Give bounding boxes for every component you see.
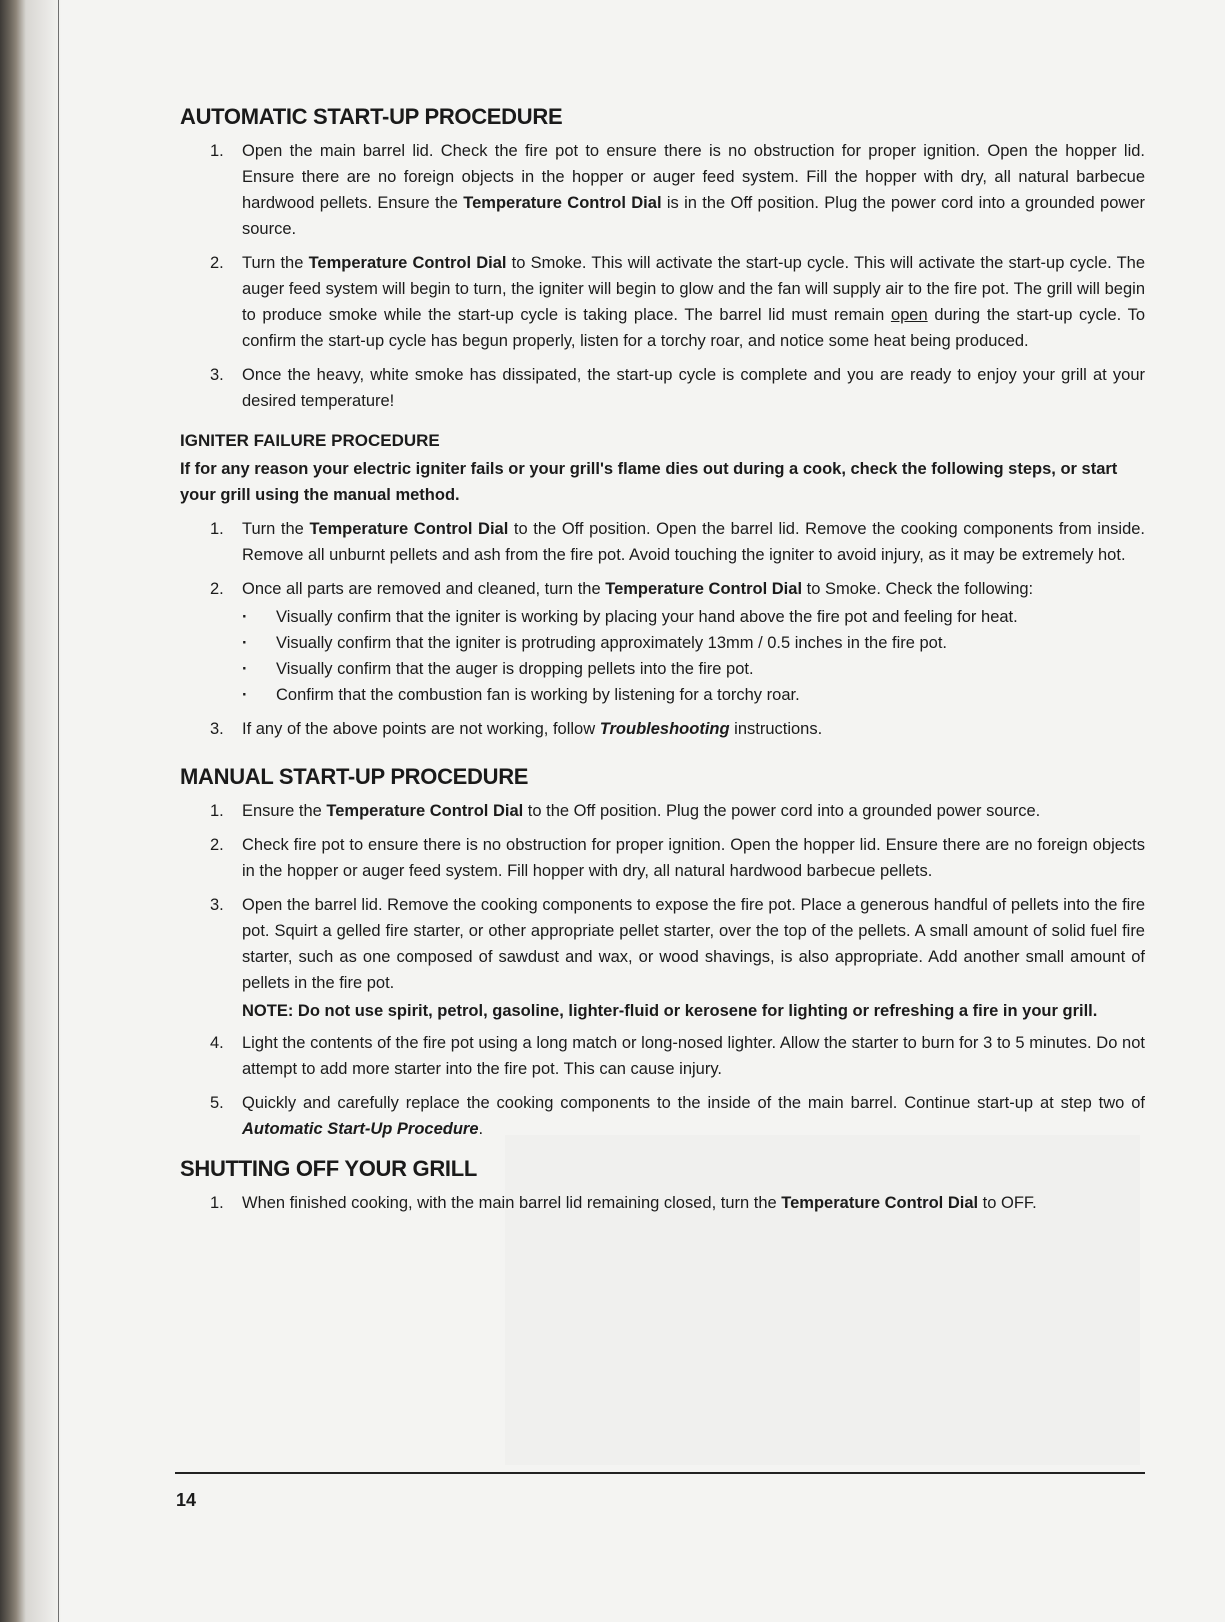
heading-manual-start-up: MANUAL START-UP PROCEDURE <box>180 764 529 789</box>
safety-note: NOTE: Do not use spirit, petrol, gasoline, lighter-fluid or kerosene for lighting or refreshing a fire in your grill. <box>242 1002 1098 1020</box>
step-text: Once the heavy, white smoke has dissipated, the start-up cycle is complete and you are ready to enjoy your grill at your desired temperature! <box>242 366 1145 410</box>
automatic-steps <box>180 138 1145 414</box>
step-number: 1. <box>210 520 224 538</box>
step-text: Turn the <box>242 254 309 272</box>
step-number: 2. <box>210 580 224 598</box>
igniter-lead-text: If for any reason your electric igniter fails or your grill's flame dies out during a cook, check the following steps, or start your grill using the manual method. <box>180 460 1118 504</box>
bullet-item: · Confirm that the combustion fan is working by listening for a torchy roar. <box>242 682 1145 708</box>
step-number: 4. <box>210 1034 224 1052</box>
step-number: 2. <box>210 254 224 272</box>
underlined-word: open <box>890 306 928 324</box>
bullet-item: · Visually confirm that the auger is dropping pellets into the fire pot. <box>242 656 1145 682</box>
heading-automatic-start-up: AUTOMATIC START-UP PROCEDURE <box>180 104 563 129</box>
step-text: . <box>478 1120 484 1138</box>
step-number: 2. <box>210 836 224 854</box>
list-item <box>180 892 1145 996</box>
igniter-steps <box>180 516 1145 742</box>
step-text: Open the main barrel lid. Check the fire pot to ensure there is no obstruction for proper ignition. Open the hopper lid. Ensure there are no foreign objects in the hopper or auger feed system. Fill the hopper with dry, all natural barbecue hardwood pellets. Ensure the <box>242 142 1145 212</box>
list-item <box>180 1190 1145 1216</box>
step-text: to the Off position. Plug the power cord into a grounded power source. <box>523 802 1041 820</box>
automatic-procedure-reference: Automatic Start-Up Procedure <box>242 1120 479 1138</box>
shutoff-steps <box>180 1190 1145 1216</box>
step-number: 1. <box>210 802 224 820</box>
step-text: Open the barrel lid. Remove the cooking components to expose the fire pot. Place a generous handful of pellets into the fire pot. Squirt a gelled fire starter, or other appropriate pellet starter, over the top of the pellets. A small amount of solid fuel fire starter, such as one composed of sawdust and wax, or wood shavings, is also appropriate. Add another small amount of pellets in the fire pot. <box>242 896 1145 992</box>
page-number: 14 <box>176 1490 197 1510</box>
step-text: to Smoke. Check the following: <box>802 580 1034 598</box>
bullet-item: · Visually confirm that the igniter is working by placing your hand above the fire pot and feeling for heat. <box>242 604 1145 630</box>
control-dial-term: Temperature Control Dial <box>605 580 803 598</box>
list-item <box>180 362 1145 414</box>
list-item <box>180 716 1145 742</box>
list-item <box>180 1090 1145 1142</box>
list-item <box>180 250 1145 354</box>
list-item <box>180 516 1145 568</box>
step-text: Light the contents of the fire pot using a long match or long-nosed lighter. Allow the starter to burn for 3 to 5 minutes. Do not attempt to add more starter into the fire pot. This can cause injury. <box>242 1034 1145 1078</box>
step-text: during the start-up cycle. To confirm the start-up cycle has begun properly, listen for a torchy roar, and notice some heat being produced. <box>242 306 1145 350</box>
control-dial-term: Temperature Control Dial <box>463 194 662 212</box>
step-text: is in the Off position. Plug the power cord into a grounded power source. <box>242 194 1145 238</box>
step-number: 3. <box>210 896 224 914</box>
step-text: Quickly and carefully replace the cooking components to the inside of the main barrel. Continue start-up at step two of <box>242 1094 1145 1112</box>
step-text: Ensure the <box>242 802 327 820</box>
step-number: 3. <box>210 366 224 384</box>
control-dial-term: Temperature Control Dial <box>309 520 509 538</box>
list-item <box>180 1030 1145 1082</box>
list-item <box>180 138 1145 242</box>
check-bullets <box>242 604 1145 708</box>
step-text: Check fire pot to ensure there is no obstruction for proper ignition. Open the hopper lid. Ensure there are no foreign objects in the hopper or auger feed system. Fill hopper with dry, all natural hardwood barbecue pellets. <box>242 836 1145 880</box>
list-item <box>180 576 1145 708</box>
step-text: Turn the <box>242 520 310 538</box>
heading-igniter-failure: IGNITER FAILURE PROCEDURE <box>180 431 440 450</box>
step-number: 3. <box>210 720 224 738</box>
step-text: When finished cooking, with the main barrel lid remaining closed, turn the <box>242 1194 782 1212</box>
step-number: 5. <box>210 1094 224 1112</box>
manual-steps <box>180 798 1145 996</box>
troubleshooting-reference: Troubleshooting <box>599 720 730 738</box>
list-item <box>180 832 1145 884</box>
step-text: If any of the above points are not working, follow <box>242 720 600 738</box>
manual-page <box>180 104 1145 1224</box>
step-text: to Smoke. This will activate the start-up cycle. This will activate the start-up cycle. The auger feed system will begin to turn, the igniter will begin to glow and the fan will supply air to the fire pot. The grill will begin to produce smoke while the start-up cycle is taking place. The barrel lid must remain <box>242 254 1146 324</box>
step-text: instructions. <box>729 720 823 738</box>
step-text: Once all parts are removed and cleaned, turn the <box>242 580 606 598</box>
step-number: 1. <box>210 1194 224 1212</box>
step-text: to the Off position. Open the barrel lid. Remove the cooking components from inside. Remove all unburnt pellets and ash from the fire pot. Avoid touching the igniter to avoid injury, as it may be extremely hot. <box>242 520 1146 564</box>
manual-steps-continued <box>180 1030 1145 1142</box>
scan-binding-edge <box>0 0 62 1622</box>
control-dial-term: Temperature Control Dial <box>308 254 507 272</box>
step-text: to OFF. <box>978 1194 1037 1212</box>
footer-rule <box>175 1472 1145 1474</box>
control-dial-term: Temperature Control Dial <box>781 1194 979 1212</box>
list-item <box>180 798 1145 824</box>
bullet-item: · Visually confirm that the igniter is protruding approximately 13mm / 0.5 inches in the fire pot. <box>242 630 1145 656</box>
control-dial-term: Temperature Control Dial <box>326 802 524 820</box>
step-number: 1. <box>210 142 224 160</box>
heading-shutting-off: SHUTTING OFF YOUR GRILL <box>180 1156 478 1181</box>
